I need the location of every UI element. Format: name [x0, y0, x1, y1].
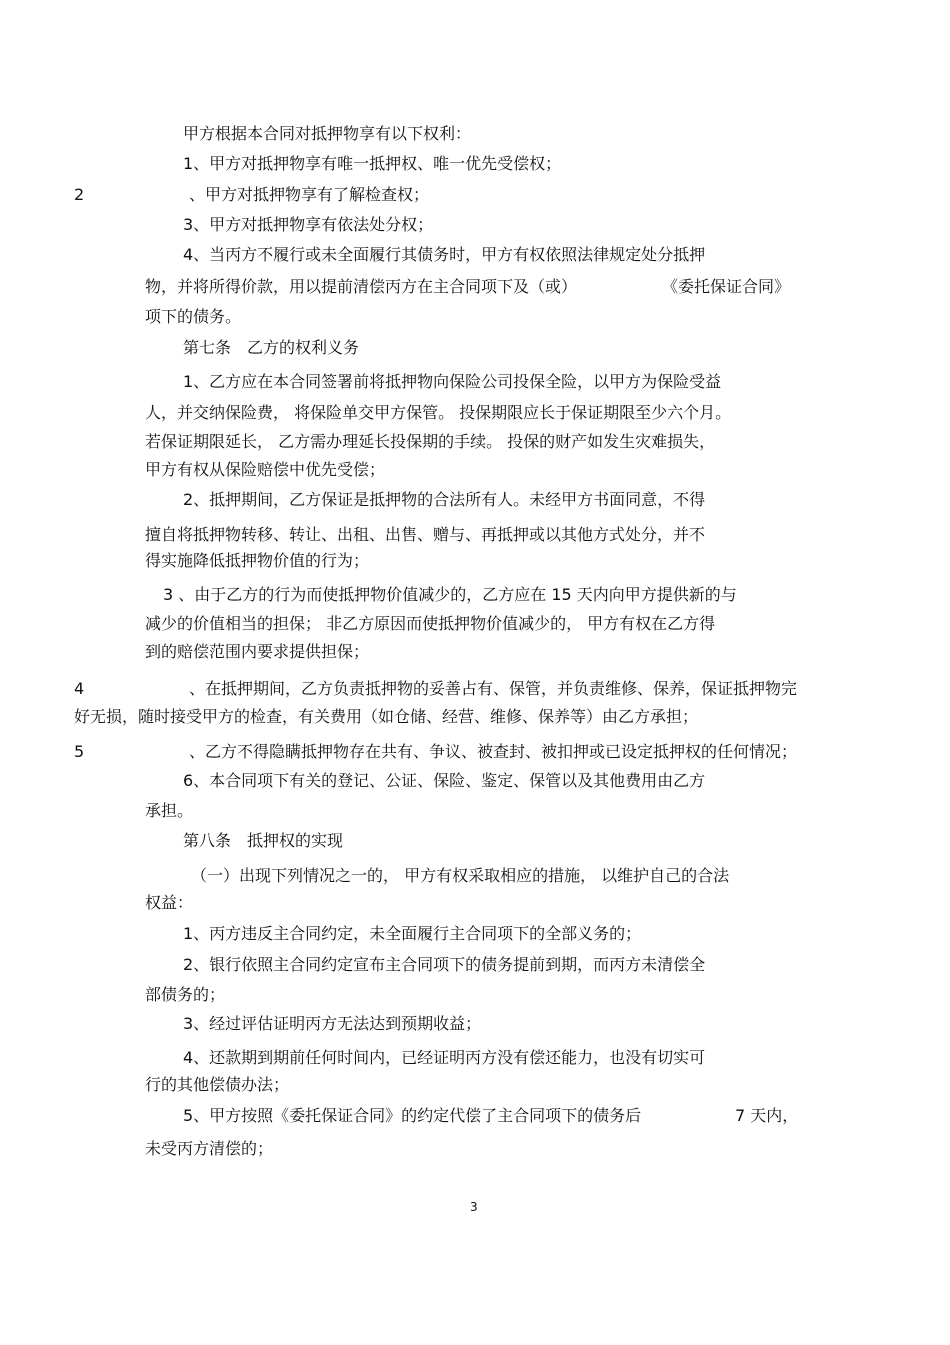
section-heading: 第七条 乙方的权利义务: [183, 338, 360, 357]
text-line: 减少的价值相当的担保； 非乙方原因而使抵押物价值减少的， 甲方有权在乙方得: [145, 614, 716, 633]
text-line: 、甲方对抵押物享有了解检查权；: [189, 185, 430, 204]
text-line: 物，并将所得价款，用以提前清偿丙方在主合同项下及（或）: [145, 277, 578, 296]
text-line: （一）出现下列情况之一的， 甲方有权采取相应的措施， 以维护自己的合法: [191, 866, 730, 885]
text-line: 4、还款期到期前任何时间内，已经证明丙方没有偿还能力，也没有切实可: [183, 1048, 706, 1067]
text-line: 3、甲方对抵押物享有依法处分权；: [183, 215, 434, 234]
text-line: 甲方根据本合同对抵押物享有以下权利：: [183, 124, 472, 143]
text-line: 承担。: [145, 801, 194, 820]
text-line: 1、乙方应在本合同签署前将抵押物向保险公司投保全险，以甲方为保险受益: [183, 372, 722, 391]
text-line: 、乙方不得隐瞒抵押物存在共有、争议、被查封、被扣押或已设定抵押权的任何情况；: [189, 742, 798, 761]
text-line: 到的赔偿范围内要求提供担保；: [145, 642, 370, 661]
text-line: 3、经过评估证明丙方无法达到预期收益；: [183, 1014, 482, 1033]
text-line: 甲方有权从保险赔偿中优先受偿；: [145, 460, 386, 479]
text-line: 得实施降低抵押物价值的行为；: [145, 551, 370, 570]
text-line: 1、甲方对抵押物享有唯一抵押权、唯一优先受偿权；: [183, 154, 562, 173]
text-line: 未受丙方清偿的；: [145, 1139, 274, 1158]
text-line: 3 、由于乙方的行为而使抵押物价值减少的，乙方应在 15 天内向甲方提供新的与: [163, 585, 737, 604]
text-line: 部债务的；: [145, 985, 226, 1004]
margin-number: 4: [74, 679, 85, 698]
text-line: 项下的债务。: [145, 307, 242, 326]
text-line: 《委托保证合同》: [662, 277, 791, 296]
text-line: 4、当丙方不履行或未全面履行其债务时，甲方有权依照法律规定处分抵押: [183, 245, 706, 264]
margin-number: 5: [74, 742, 85, 761]
text-line: 6、本合同项下有关的登记、公证、保险、鉴定、保管以及其他费用由乙方: [183, 771, 706, 790]
text-line: 7 天内，: [735, 1106, 799, 1125]
margin-number: 2: [74, 185, 85, 204]
text-line: 擅自将抵押物转移、转让、出租、出售、赠与、再抵押或以其他方式处分，并不: [145, 525, 706, 544]
text-line: 好无损，随时接受甲方的检查，有关费用（如仓储、经营、维修、保养等）由乙方承担；: [74, 707, 699, 726]
text-line: 1、丙方违反主合同约定，未全面履行主合同项下的全部义务的；: [183, 924, 642, 943]
text-line: 人，并交纳保险费， 将保险单交甲方保管。 投保期限应长于保证期限至少六个月。: [145, 403, 732, 422]
text-line: 2、抵押期间，乙方保证是抵押物的合法所有人。未经甲方书面同意，不得: [183, 490, 706, 509]
text-line: 行的其他偿债办法；: [145, 1075, 290, 1094]
page-number: 3: [470, 1200, 478, 1214]
text-line: 2、银行依照主合同约定宣布主合同项下的债务提前到期，而丙方未清偿全: [183, 955, 706, 974]
text-line: 5、甲方按照《委托保证合同》的约定代偿了主合同项下的债务后: [183, 1106, 642, 1125]
text-line: 若保证期限延长， 乙方需办理延长投保期的手续。 投保的财产如发生灾难损失，: [145, 432, 716, 451]
text-line: 权益：: [145, 893, 194, 912]
section-heading: 第八条 抵押权的实现: [183, 831, 344, 850]
text-line: 、在抵押期间，乙方负责抵押物的妥善占有、保管，并负责维修、保养，保证抵押物完: [189, 679, 798, 698]
